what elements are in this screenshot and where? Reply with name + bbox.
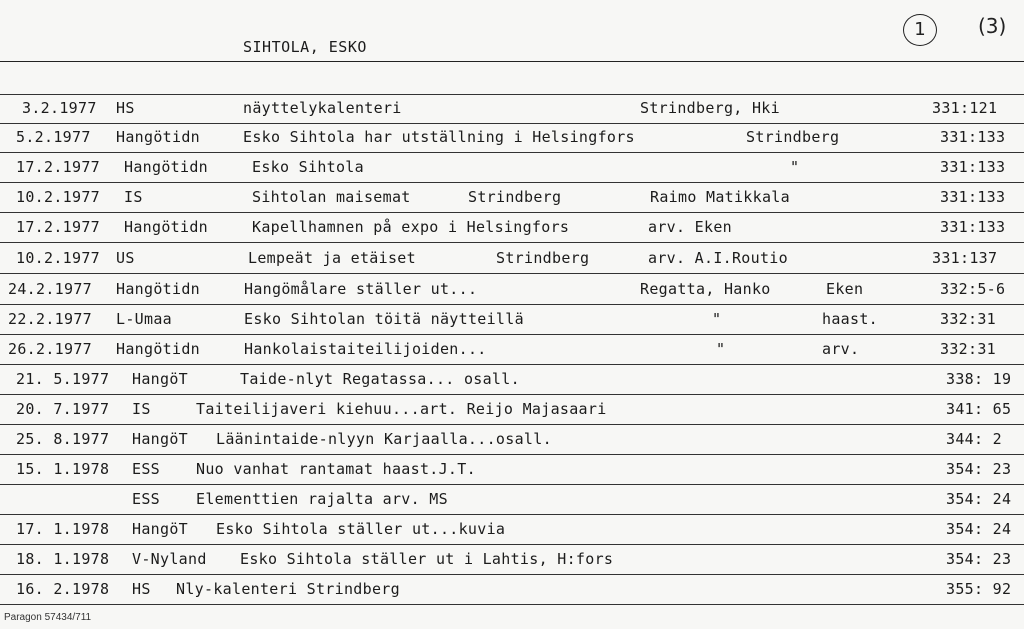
card-title: SIHTOLA, ESKO	[243, 38, 367, 56]
row-rule	[0, 514, 1024, 515]
entry-note: Strindberg, Hki	[640, 99, 780, 117]
entry-title: Taide-nlyt Regatassa... osall.	[240, 370, 520, 388]
row-rule	[0, 152, 1024, 153]
entry-title: Elementtien rajalta arv. MS	[196, 490, 448, 508]
entry-reference: 331:133	[940, 128, 1006, 146]
entry-note: "	[790, 158, 800, 176]
entry-row	[0, 214, 1024, 239]
entry-reference: 354: 24	[946, 520, 1012, 538]
entry-reference: 338: 19	[946, 370, 1012, 388]
entry-title: Sihtolan maisemat	[252, 188, 411, 206]
entry-date: 22.2.1977	[8, 310, 92, 328]
row-rule	[0, 604, 1024, 605]
entry-reference: 354: 23	[946, 460, 1012, 478]
entry-reference: 341: 65	[946, 400, 1012, 418]
entry-title: Hangömålare ställer ut...	[244, 280, 478, 298]
entry-note: Strindberg	[746, 128, 840, 146]
entry-title: Hankolaistaiteilijoiden...	[244, 340, 487, 358]
row-rule	[0, 484, 1024, 485]
entry-row	[0, 516, 1024, 541]
entry-row	[0, 426, 1024, 451]
row-rule	[0, 544, 1024, 545]
entry-source: Hangötidn	[124, 218, 208, 236]
entry-source: HS	[132, 580, 151, 598]
entry-date: 10.2.1977	[16, 188, 100, 206]
entry-row	[0, 546, 1024, 571]
row-rule	[0, 424, 1024, 425]
entry-title: Esko Sihtola ställer ut...kuvia	[216, 520, 506, 538]
entry-note-2: Eken	[826, 280, 864, 298]
row-rule	[0, 334, 1024, 335]
entry-date: 16. 2.1978	[16, 580, 110, 598]
entry-reference: 331:137	[932, 249, 998, 267]
entry-reference: 354: 23	[946, 550, 1012, 568]
entry-row	[0, 306, 1024, 331]
entry-date: 10.2.1977	[16, 249, 100, 267]
entry-source: L-Umaa	[116, 310, 172, 328]
entry-source: V-Nyland	[132, 550, 207, 568]
entry-title: Nuo vanhat rantamat haast.J.T.	[196, 460, 476, 478]
entry-date: 3.2.1977	[22, 99, 97, 117]
row-rule	[0, 454, 1024, 455]
entry-row	[0, 184, 1024, 209]
printer-imprint: Paragon 57434/711	[4, 612, 92, 623]
entry-title: Nly-kalenteri Strindberg	[176, 580, 400, 598]
entry-reference: 331:133	[940, 218, 1006, 236]
entry-note: arv. Eken	[648, 218, 732, 236]
row-rule	[0, 242, 1024, 243]
entry-row	[0, 366, 1024, 391]
entry-row	[0, 245, 1024, 270]
entry-date: 15. 1.1978	[16, 460, 110, 478]
entry-source: US	[116, 249, 135, 267]
entry-title: Lempeät ja etäiset	[248, 249, 416, 267]
entry-date: 21. 5.1977	[16, 370, 110, 388]
entry-date: 18. 1.1978	[16, 550, 110, 568]
entry-date: 17.2.1977	[16, 158, 100, 176]
entry-reference: 332:31	[940, 340, 996, 358]
row-rule	[0, 212, 1024, 213]
entry-row	[0, 486, 1024, 511]
entry-reference: 344: 2	[946, 430, 1002, 448]
entry-title: Esko Sihtolan töitä näytteillä	[244, 310, 524, 328]
entry-reference: 332:5-6	[940, 280, 1006, 298]
entry-title: Kapellhamnen på expo i Helsingfors	[252, 218, 570, 236]
entry-note: Strindberg	[496, 249, 590, 267]
entry-source: HS	[116, 99, 135, 117]
row-rule	[0, 182, 1024, 183]
entry-source: HangöT	[132, 520, 188, 538]
entry-source: IS	[132, 400, 151, 418]
entry-date: 25. 8.1977	[16, 430, 110, 448]
entry-row	[0, 276, 1024, 301]
entry-reference: 331:133	[940, 188, 1006, 206]
entry-row	[0, 124, 1024, 149]
entry-source: Hangötidn	[116, 280, 200, 298]
row-rule	[0, 574, 1024, 575]
header-rule	[0, 61, 1024, 62]
row-rule	[0, 394, 1024, 395]
entry-date: 17.2.1977	[16, 218, 100, 236]
entry-source: ESS	[132, 490, 160, 508]
entry-title: näyttelykalenteri	[243, 99, 402, 117]
entry-note: "	[716, 340, 726, 358]
entry-row	[0, 396, 1024, 421]
row-rule	[0, 304, 1024, 305]
entry-date: 5.2.1977	[16, 128, 91, 146]
paren-page-mark: (3)	[978, 14, 1007, 38]
entry-date: 17. 1.1978	[16, 520, 110, 538]
entry-source: HangöT	[132, 370, 188, 388]
entry-date: 24.2.1977	[8, 280, 92, 298]
entry-date: 26.2.1977	[8, 340, 92, 358]
entry-title: Esko Sihtola ställer ut i Lahtis, H:fors	[240, 550, 614, 568]
entry-reference: 331:121	[932, 99, 998, 117]
entry-title: Esko Sihtola	[252, 158, 364, 176]
entry-reference: 331:133	[940, 158, 1006, 176]
entry-reference: 332:31	[940, 310, 996, 328]
entry-row	[0, 456, 1024, 481]
entry-reference: 355: 92	[946, 580, 1012, 598]
entry-row	[0, 576, 1024, 601]
entry-note-2: Raimo Matikkala	[650, 188, 790, 206]
entry-row	[0, 336, 1024, 361]
entry-source: Hangötidn	[124, 158, 208, 176]
entry-note: Strindberg	[468, 188, 562, 206]
entry-row	[0, 95, 1024, 120]
entry-source: IS	[124, 188, 143, 206]
row-rule	[0, 273, 1024, 274]
entry-row	[0, 154, 1024, 179]
entry-title: Taiteilijaveri kiehuu...art. Reijo Majasaari	[196, 400, 607, 418]
circled-page-mark: 1	[903, 14, 937, 46]
entry-reference: 354: 24	[946, 490, 1012, 508]
entry-note: Regatta, Hanko	[640, 280, 771, 298]
entry-note-2: haast.	[822, 310, 878, 328]
entry-title: Esko Sihtola har utställning i Helsingfors	[243, 128, 635, 146]
entry-note-2: arv.	[822, 340, 860, 358]
entry-title: Läänintaide-nlyyn Karjaalla...osall.	[216, 430, 552, 448]
entry-date: 20. 7.1977	[16, 400, 110, 418]
entry-source: Hangötidn	[116, 340, 200, 358]
entry-note: "	[712, 310, 722, 328]
entry-source: HangöT	[132, 430, 188, 448]
entry-source: ESS	[132, 460, 160, 478]
row-rule	[0, 364, 1024, 365]
entry-source: Hangötidn	[116, 128, 200, 146]
entry-note-2: arv. A.I.Routio	[648, 249, 788, 267]
